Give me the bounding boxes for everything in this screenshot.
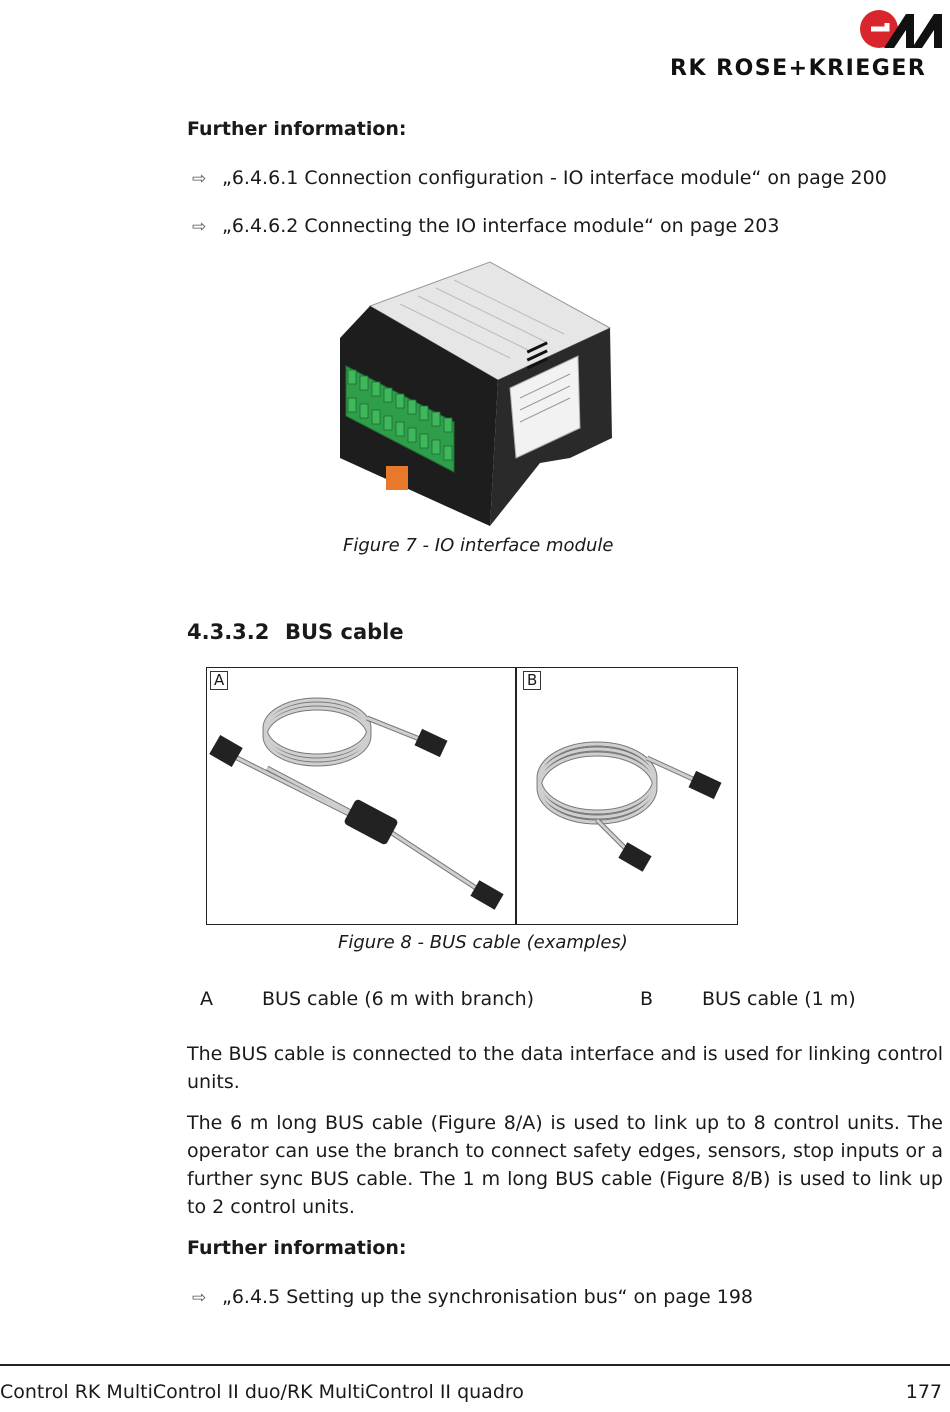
page-number: 177 — [905, 1381, 942, 1403]
section-number: 4.3.3.2 — [187, 620, 270, 644]
figure-7-caption: Figure 7 - IO interface module — [343, 535, 614, 556]
arrow-right-icon: ⇨ — [192, 169, 207, 189]
xref-link[interactable]: ⇨ „6.4.6.2 Connecting the IO interface module“ on page 203 — [192, 215, 780, 237]
logo-text: RK ROSE+KRIEGER — [670, 56, 927, 81]
panel-b-label: B — [523, 671, 541, 690]
legend-key-b: B — [640, 988, 654, 1010]
bus-cable-figure — [206, 667, 738, 925]
further-info-heading: Further information: — [187, 1237, 407, 1259]
bus-cable-6m-drawing — [207, 668, 515, 924]
figure-8-caption: Figure 8 - BUS cable (examples) — [338, 932, 628, 953]
body-text — [187, 1040, 943, 1234]
further-info-heading: Further information: — [187, 118, 407, 140]
legend-key-a: A — [200, 988, 213, 1010]
paragraph: The BUS cable is connected to the data interface and is used for linking control units. — [187, 1043, 943, 1093]
company-logo — [668, 4, 944, 86]
legend-text-b: BUS cable (1 m) — [702, 988, 856, 1010]
io-interface-module-image — [330, 258, 620, 530]
section-heading — [187, 620, 404, 644]
xref-link[interactable]: ⇨ „6.4.5 Setting up the synchronisation bus“ on page 198 — [192, 1286, 753, 1308]
arrow-right-icon: ⇨ — [192, 217, 207, 237]
legend-text-a: BUS cable (6 m with branch) — [262, 988, 535, 1010]
section-title: BUS cable — [285, 620, 404, 644]
bus-cable-1m-drawing — [517, 668, 737, 924]
footer-document-title: Control RK MultiControl II duo/RK MultiControl II quadro — [0, 1381, 524, 1403]
logo-mark-icon — [668, 4, 944, 54]
panel-a-label: A — [210, 671, 228, 690]
paragraph: The 6 m long BUS cable (Figure 8/A) is used to link up to 8 control units. The operator can use the branch to connect safety edges, sensors, stop inputs or a further sync BUS cable. The 1 m long BUS cable (Figure 8/B) is used to link up to 2 control units. — [187, 1112, 943, 1218]
xref-link[interactable]: ⇨ „6.4.6.1 Connection configuration - IO interface module“ on page 200 — [192, 167, 887, 189]
footer-divider — [0, 1364, 950, 1366]
arrow-right-icon: ⇨ — [192, 1288, 207, 1308]
